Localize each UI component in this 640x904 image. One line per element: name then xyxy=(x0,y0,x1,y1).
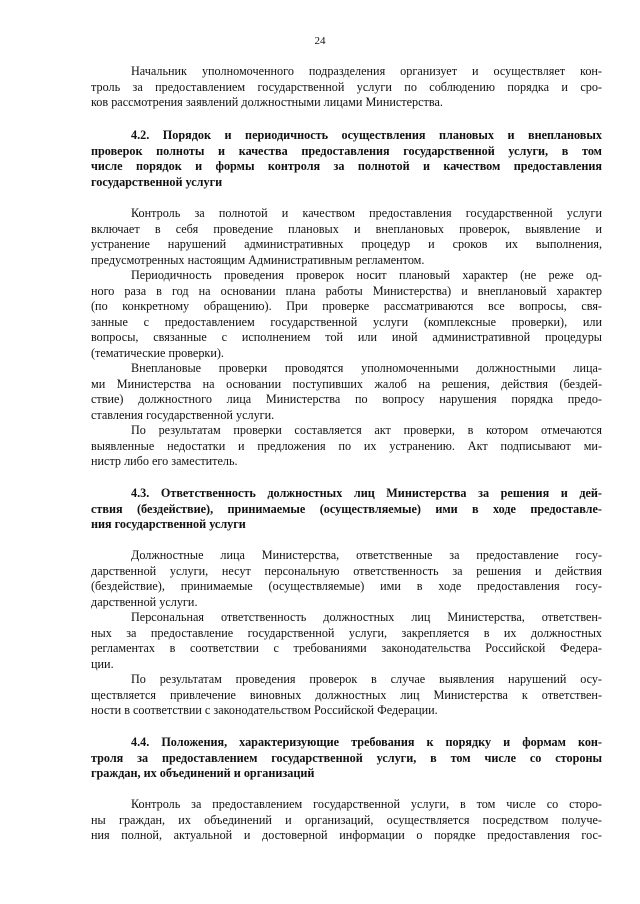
text-line: Периодичность проведения проверок носит плановый характер (не реже од- xyxy=(131,268,602,282)
text-line: ствие) должностного лица Министерства по вопросу нарушения порядка предо- xyxy=(91,392,602,407)
heading-line: ствия (бездействие), принимаемые (осуществляемые) ими в ходе предоставле- xyxy=(91,501,602,516)
heading-line: проверок полноты и качества предоставления государственной услуги, в том xyxy=(91,143,602,158)
text-line: ми Министерства на основании поступивших жалоб на решения, действия (бездей- xyxy=(91,376,602,391)
text-line: троль за предоставлением государственной услуги по соблюдению порядка и сро- xyxy=(91,79,602,94)
section-heading-4-2 xyxy=(91,128,602,190)
text-line: предусмотренных настоящим Административным регламентом. xyxy=(91,252,425,267)
text-line: (бездействие), принимаемые (осуществляемые) ими в ходе предоставления госу- xyxy=(91,579,602,594)
page-number: 24 xyxy=(314,35,326,47)
text-line: Должностные лица Министерства, ответственные за предоставление госу- xyxy=(131,548,602,562)
text-line: вопросы, связанные с исполнением той или иной административной процедуры xyxy=(91,330,602,345)
text-line: регламентах в соответствии с требованиями законодательства Российской Федера- xyxy=(91,641,602,656)
text-line: Персональная ответственность должностных лиц Министерства, ответствен- xyxy=(131,610,602,624)
text-line: (по конкретному обращению). При проверке рассматриваются все вопросы, свя- xyxy=(91,299,602,314)
text-line: Контроль за предоставлением государственной услуги, в том числе со сторо- xyxy=(131,797,602,811)
paragraph xyxy=(91,672,602,719)
heading-line: 4.2. Порядок и периодичность осуществления плановых и внеплановых xyxy=(131,128,602,142)
text-line: выявленные недостатки и предложения по их устранению. Акт подписывают ми- xyxy=(91,438,602,453)
text-line: ставления государственной услуги. xyxy=(91,407,275,422)
heading-line: числе порядок и формы контроля за полнотой и качеством предоставления xyxy=(91,159,602,174)
paragraph xyxy=(91,361,602,423)
text-line: занные с предоставлением государственной услуги (комплексные проверки), или xyxy=(91,314,602,329)
text-line: ния полной, актуальной и достоверной информации о порядке предоставления гос- xyxy=(91,828,602,843)
text-line: ных за предоставление государственной услуги, закрепляется в их должностных xyxy=(91,625,602,640)
text-line: дарственной услуги. xyxy=(91,594,198,609)
heading-line: государственной услуги xyxy=(91,174,223,189)
text-line: По результатам проведения проверок в случае выявления нарушений осу- xyxy=(131,672,602,686)
paragraph xyxy=(91,64,602,111)
text-line: (тематические проверки). xyxy=(91,345,224,360)
paragraph xyxy=(91,610,602,672)
text-line: ков рассмотрения заявлений должностными лицами Министерства. xyxy=(91,95,443,110)
heading-line: 4.4. Положения, характеризующие требования к порядку и формам кон- xyxy=(131,735,602,749)
section-heading-4-4 xyxy=(91,735,602,782)
text-line: дарственной услуги, несут персональную ответственность за решения и действия xyxy=(91,563,602,578)
paragraph xyxy=(91,423,602,470)
heading-line: троля за предоставлением государственной услуги, в том числе со стороны xyxy=(91,750,602,765)
text-line: ного раза в год на основании плана работы Министерства) и внеплановый характер xyxy=(91,283,602,298)
text-line: включает в себя проведение плановых и внеплановых проверок, выявление и xyxy=(91,221,602,236)
paragraph xyxy=(91,797,602,844)
text-line: По результатам проверки составляется акт проверки, в котором отмечаются xyxy=(131,423,602,437)
text-line: Внеплановые проверки проводятся уполномоченными должностными лица- xyxy=(131,361,602,375)
text-line: Начальник уполномоченного подразделения организует и осуществляет кон- xyxy=(131,64,602,78)
text-line: ществляется привлечение виновных должностных лиц Министерства к ответствен- xyxy=(91,687,602,702)
text-line: устранение нарушений административных процедур и сроков их выполнения, xyxy=(91,237,602,252)
text-line: Контроль за полнотой и качеством предоставления государственной услуги xyxy=(131,206,602,220)
paragraph xyxy=(91,268,602,362)
paragraph xyxy=(91,548,602,610)
heading-line: 4.3. Ответственность должностных лиц Министерства за решения и дей- xyxy=(131,486,602,500)
text-line: ции. xyxy=(91,656,114,671)
heading-line: граждан, их объединений и организаций xyxy=(91,766,315,781)
text-line: нистр либо его заместитель. xyxy=(91,454,238,469)
text-line: ны граждан, их объединений и организаций, осуществляется посредством получе- xyxy=(91,812,602,827)
paragraph xyxy=(91,206,602,268)
text-line: ности в соответствии с законодательством Российской Федерации. xyxy=(91,703,438,718)
section-heading-4-3 xyxy=(91,486,602,533)
heading-line: ния государственной услуги xyxy=(91,517,246,532)
